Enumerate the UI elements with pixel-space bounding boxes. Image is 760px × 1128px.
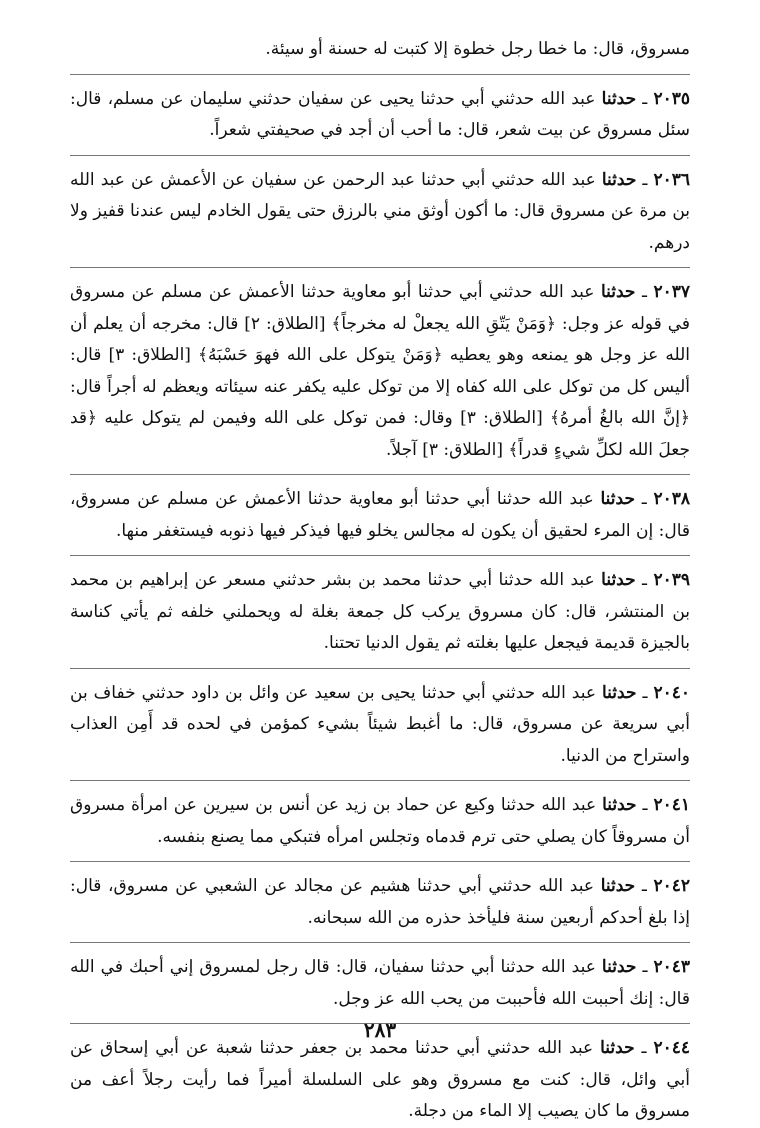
entry-number: ٢٠٤٤ xyxy=(653,1038,690,1058)
hadith-entry: ٢٠٣٧ ـ حدثنا عبد الله حدثني أبي حدثنا أبو معاوية حدثنا الأعمش عن مسلم عن مسروق في قوله عز وجل: ﴿وَمَنْ يَتّقِ الله يجعلْ له مخرجاً﴾ [الطلاق: ٢] قال: مخرجه أن يعلم أن الله عز وجل هو يمنعه وهو يعطيه ﴿وَمَنْ يتوكل على الله فهوَ حَسْبَهُ﴾ [الطلاق: ٣] قال: أليس كل من توكل على الله كفاه إلا من توكل عليه يكفر عنه سيئاته ويعظم له أجراً قال: ﴿إنَّ الله بالغُ أمرهُ﴾ [الطلاق: ٣] وقال: فمن توكل على الله وفيمن لم يتوكل عليه ﴿قد جعلَ الله لكلِّ شيءٍ قدراً﴾ [الطلاق: ٣] آجلاً. xyxy=(70,282,691,460)
entry-number: ٢٠٤١ xyxy=(653,795,690,815)
entry-text: عبد الله حدثني أبي حدثنا محمد بن جعفر حدثنا شعبة عن أبي إسحاق عن أبي وائل، قال: كنت مع مسروق وهو على السلسلة أميراً فما رأيت رجلاً أعف من مسروق ما كان يصيب إلا الماء من دجلة. xyxy=(70,1038,690,1121)
entry-keyword: حدثنا xyxy=(600,876,636,896)
entry-keyword: حدثنا xyxy=(601,682,637,703)
entries-list xyxy=(70,74,690,1128)
entry-divider xyxy=(70,780,690,781)
entry-text: عبد الله حدثني أبي حدثنا أبو معاوية حدثنا الأعمش عن مسلم عن مسروق في قوله عز وجل: ﴿وَمَنْ يَتّقِ الله يجعلْ له مخرجاً﴾ [الطلاق: ٢] قال: مخرجه أن يعلم أن الله عز وجل هو يمنعه وهو يعطيه ﴿وَمَنْ يتوكل على الله فهوَ حَسْبَهُ﴾ [الطلاق: ٣] قال: أليس كل من توكل على الله كفاه إلا من توكل عليه يكفر عنه سيئاته ويعظم له أجراً قال: ﴿إنَّ الله بالغُ أمرهُ﴾ [الطلاق: ٣] وقال: فمن توكل على الله وفيمن لم يتوكل عليه ﴿قد جعلَ الله لكلِّ شيءٍ قدراً﴾ [الطلاق: ٣] آجلاً. xyxy=(70,282,691,460)
entry-divider xyxy=(70,474,690,475)
entry-keyword: حدثنا xyxy=(600,1038,635,1058)
hadith-entry: ٢٠٤١ ـ حدثنا عبد الله حدثنا وكيع عن حماد بن زيد عن أنس بن سيرين عن امرأة مسروق أن مسروقاً كان يصلي حتى ترم قدماه وتجلس امرأه فتبكي مما يصنع بنفسه. xyxy=(70,795,690,847)
hadith-entry: ٢٠٤٣ ـ حدثنا عبد الله حدثنا أبي حدثنا سفيان، قال: قال رجل لمسروق إني أحبك في الله قال: إنك أحببت الله فأحببت من يحب الله عز وجل. xyxy=(70,957,690,1009)
entry-divider xyxy=(70,155,690,156)
entry-keyword: حدثنا xyxy=(600,282,636,302)
entry-keyword: حدثنا xyxy=(601,957,637,977)
entry-text: عبد الله حدثنا أبي حدثنا أبو معاوية حدثنا الأعمش عن مسلم عن مسروق، قال: إن المرء لحقيق أن يكون له مجالس يخلو فيها فيذكر فيها ذنوبه فيستغفر منها. xyxy=(70,489,690,541)
entry-keyword: حدثنا xyxy=(600,489,635,509)
entry-number: ٢٠٣٧ xyxy=(653,282,690,302)
entry-divider xyxy=(70,74,690,75)
entry-number: ٢٠٣٦ xyxy=(653,169,690,190)
entry-number: ٢٠٣٨ xyxy=(653,489,690,509)
entry-number: ٢٠٤٣ xyxy=(653,957,690,977)
entry-divider xyxy=(70,861,690,862)
hadith-entry: ٢٠٣٨ ـ حدثنا عبد الله حدثنا أبي حدثنا أبو معاوية حدثنا الأعمش عن مسلم عن مسروق، قال: إن المرء لحقيق أن يكون له مجالس يخلو فيها فيذكر فيها ذنوبه فيستغفر منها. xyxy=(70,489,690,541)
entry-divider xyxy=(70,555,690,556)
hadith-entry: ٢٠٤٠ ـ حدثنا عبد الله حدثني أبي حدثنا يحيى بن سعيد عن وائل بن داود حدثني خفاف بن أبي سريعة عن مسروق، قال: ما أغبط شيئاً بشيء كمؤمن في لحده قد أَمِن العذاب واستراح من الدنيا. xyxy=(70,682,690,766)
entry-text: عبد الله حدثني أبي حدثنا يحيى عن سفيان حدثني سليمان عن مسلم، قال: سئل مسروق عن بيت شعر، قال: ما أحب أن أجد في صحيفتي شعراً. xyxy=(70,88,690,140)
entry-keyword: حدثنا xyxy=(602,795,637,815)
entry-text: عبد الله حدثنا أبي حدثنا سفيان، قال: قال رجل لمسروق إني أحبك في الله قال: إنك أحببت الله فأحببت من يحب الله عز وجل. xyxy=(70,957,690,1009)
hadith-entry: ٢٠٤٢ ـ حدثنا عبد الله حدثني أبي حدثنا هشيم عن مجالد عن الشعبي عن مسروق، قال: إذا بلغ أحدكم أربعين سنة فليأخذ حذره من الله سبحانه. xyxy=(70,876,691,928)
hadith-entry: ٢٠٤٤ ـ حدثنا عبد الله حدثني أبي حدثنا محمد بن جعفر حدثنا شعبة عن أبي إسحاق عن أبي وائل، قال: كنت مع مسروق وهو على السلسلة أميراً فما رأيت رجلاً أعف من مسروق ما كان يصيب إلا الماء من دجلة. xyxy=(70,1038,690,1121)
entry-number: ٢٠٤٠ xyxy=(653,682,690,703)
entry-text: عبد الله حدثنا أبي حدثنا محمد بن بشر حدثني مسعر عن إبراهيم بن محمد بن المنتشر، قال: كان مسروق يركب كل جمعة بغلة له ويحملني خلفه ثم يأتي كناسة بالجيزة قديمة فيجعل عليها بغلته ثم يقول الدنيا تحتنا. xyxy=(70,570,690,653)
entry-keyword: حدثنا xyxy=(601,169,637,190)
entry-text: عبد الله حدثني أبي حدثنا عبد الرحمن عن سفيان عن الأعمش عن عبد الله بن مرة عن مسروق قال: ما أكون أوثق مني بالرزق حتى يقول الخادم ليس عندنا قفيز ولا درهم. xyxy=(70,169,690,253)
entry-number: ٢٠٣٥ xyxy=(653,88,691,109)
entry-number: ٢٠٤٢ xyxy=(653,876,691,896)
entry-divider xyxy=(70,668,690,669)
hadith-entry: ٢٠٣٥ ـ حدثنا عبد الله حدثني أبي حدثنا يحيى عن سفيان حدثني سليمان عن مسلم، قال: سئل مسروق عن بيت شعر، قال: ما أحب أن أجد في صحيفتي شعراً. xyxy=(70,88,691,140)
entry-text: عبد الله حدثني أبي حدثنا هشيم عن مجالد عن الشعبي عن مسروق، قال: إذا بلغ أحدكم أربعين سنة فليأخذ حذره من الله سبحانه. xyxy=(70,876,690,928)
hadith-entry: ٢٠٣٦ ـ حدثنا عبد الله حدثني أبي حدثنا عبد الرحمن عن سفيان عن الأعمش عن عبد الله بن مرة عن مسروق قال: ما أكون أوثق مني بالرزق حتى يقول الخادم ليس عندنا قفيز ولا درهم. xyxy=(70,169,690,253)
entry-keyword: حدثنا xyxy=(601,570,636,590)
page-number: ٢٨٣ xyxy=(363,1018,397,1042)
entry-keyword: حدثنا xyxy=(601,88,637,109)
hadith-entry: ٢٠٣٩ ـ حدثنا عبد الله حدثنا أبي حدثنا محمد بن بشر حدثني مسعر عن إبراهيم بن محمد بن المنتشر، قال: كان مسروق يركب كل جمعة بغلة له ويحملني خلفه ثم يأتي كناسة بالجيزة قديمة فيجعل عليها بغلته ثم يقول الدنيا تحتنا. xyxy=(70,570,691,653)
entry-number: ٢٠٣٩ xyxy=(653,570,691,590)
entry-divider xyxy=(70,267,690,268)
entry-text: عبد الله حدثني أبي حدثنا يحيى بن سعيد عن وائل بن داود حدثني خفاف بن أبي سريعة عن مسروق، قال: ما أغبط شيئاً بشيء كمؤمن في لحده قد أَمِن العذاب واستراح من الدنيا. xyxy=(70,682,690,766)
entry-divider xyxy=(70,942,690,943)
continued-paragraph: مسروق، قال: ما خطا رجل خطوة إلا كتبت له حسنة أو سيئة. xyxy=(265,39,690,59)
entry-text: عبد الله حدثنا وكيع عن حماد بن زيد عن أنس بن سيرين عن امرأة مسروق أن مسروقاً كان يصلي حتى ترم قدماه وتجلس امرأه فتبكي مما يصنع بنفسه. xyxy=(70,795,690,847)
